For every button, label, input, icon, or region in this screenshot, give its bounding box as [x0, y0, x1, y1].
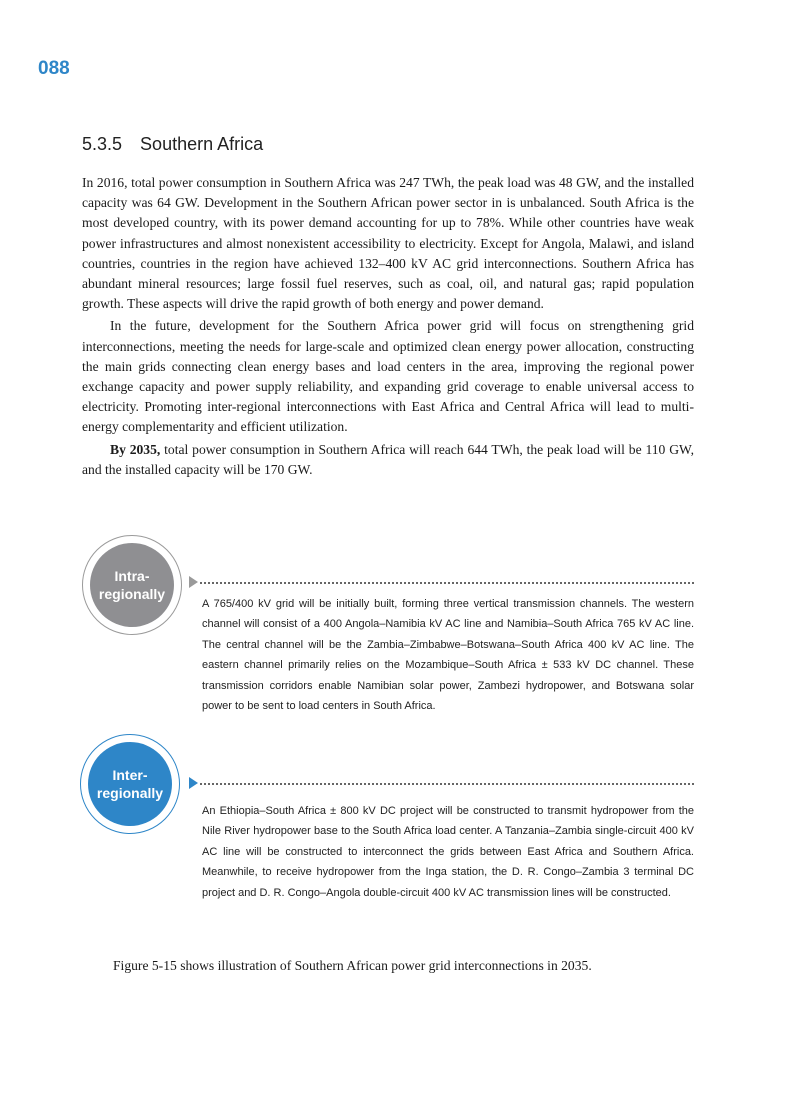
body-text [82, 173, 694, 482]
divider [200, 582, 694, 584]
arrow-icon [189, 777, 198, 789]
badge-label: Inter- [112, 767, 148, 783]
intra-regional-text: A 765/400 kV grid will be initially built, forming three vertical transmission channels. The western channel will consist of a 400 Angola–Namibia kV AC line and Namibia–South Africa 765 kV AC line. The central channel will be the Zambia–Zimbabwe–Botswana–South Africa 400 kV AC line. The eastern channel primarily relies on the Mozambique–South Africa ± 533 kV DC channel. These transmission corridors enable Namibian solar power, Zambezi hydropower, and Botswana solar power to be sent to load centers in South Africa. [202, 598, 694, 713]
outlook-lead: By 2035, [110, 441, 161, 457]
divider [200, 783, 694, 785]
badge-label: regionally [98, 586, 166, 602]
paragraph: In 2016, total power consumption in Southern Africa was 247 TWh, the peak load was 48 GW, and the installed capacity was 64 GW. Development in the Southern African power sector in is unbalanced. South Africa is the most developed country, with its power demand accounting for up to 78%. While other countries have weak power infrastructures and almost nonexistent accessibility to electricity. Except for Angola, Malawi, and island countries, countries in the region have achieved 132–400 kV AC grid interconnections. Southern Africa has abundant mineral resources; large fossil fuel reserves, such as coal, oil, and natural gas; rapid population growth. These aspects will drive the rapid growth of both energy and power demand. [82, 175, 694, 312]
inter-regional-text: An Ethiopia–South Africa ± 800 kV DC project will be constructed to transmit hydropower from the Nile River hydropower base to the South Africa load center. A Tanzania–Zambia single-circuit 400 kV AC line will be constructed to interconnect the grids between East Africa and Southern Africa. Meanwhile, to receive hydropower from the Inga station, the D. R. Congo–Zambia 3 terminal DC project and D. R. Congo–Angola double-circuit 400 kV AC transmission lines will be constructed. [202, 805, 694, 899]
badge-label: regionally [96, 785, 164, 801]
figure-reference: Figure 5-15 shows illustration of Southern African power grid interconnections in 2035. [113, 958, 592, 973]
paragraph: In the future, development for the Southern Africa power grid will focus on strengthening grid interconnections, meeting the needs for large-scale and optimized clean energy power allocation, constructing the main grids connecting clean energy bases and load centers in the area, improving the regional power exchange capacity and power supply reliability, and expanding grid coverage to enable universal access to electricity. Promoting inter-regional interconnections with East Africa and Central Africa will lead to multi-energy complementarity and efficient utilization. [82, 318, 694, 435]
arrow-icon [189, 576, 198, 588]
outlook-paragraph [82, 440, 694, 480]
inter-regional-badge [80, 734, 180, 834]
outlook-text: total power consumption in Southern Africa will reach 644 TWh, the peak load will be 110 GW, and the installed capacity will be 170 GW. [82, 441, 694, 477]
section-title: Southern Africa [140, 134, 264, 154]
page-number: 088 [38, 58, 70, 79]
badge-label: Intra- [114, 568, 150, 584]
intra-regional-badge [82, 535, 182, 635]
section-number: 5.3.5 [82, 134, 123, 154]
section-heading [82, 134, 263, 155]
